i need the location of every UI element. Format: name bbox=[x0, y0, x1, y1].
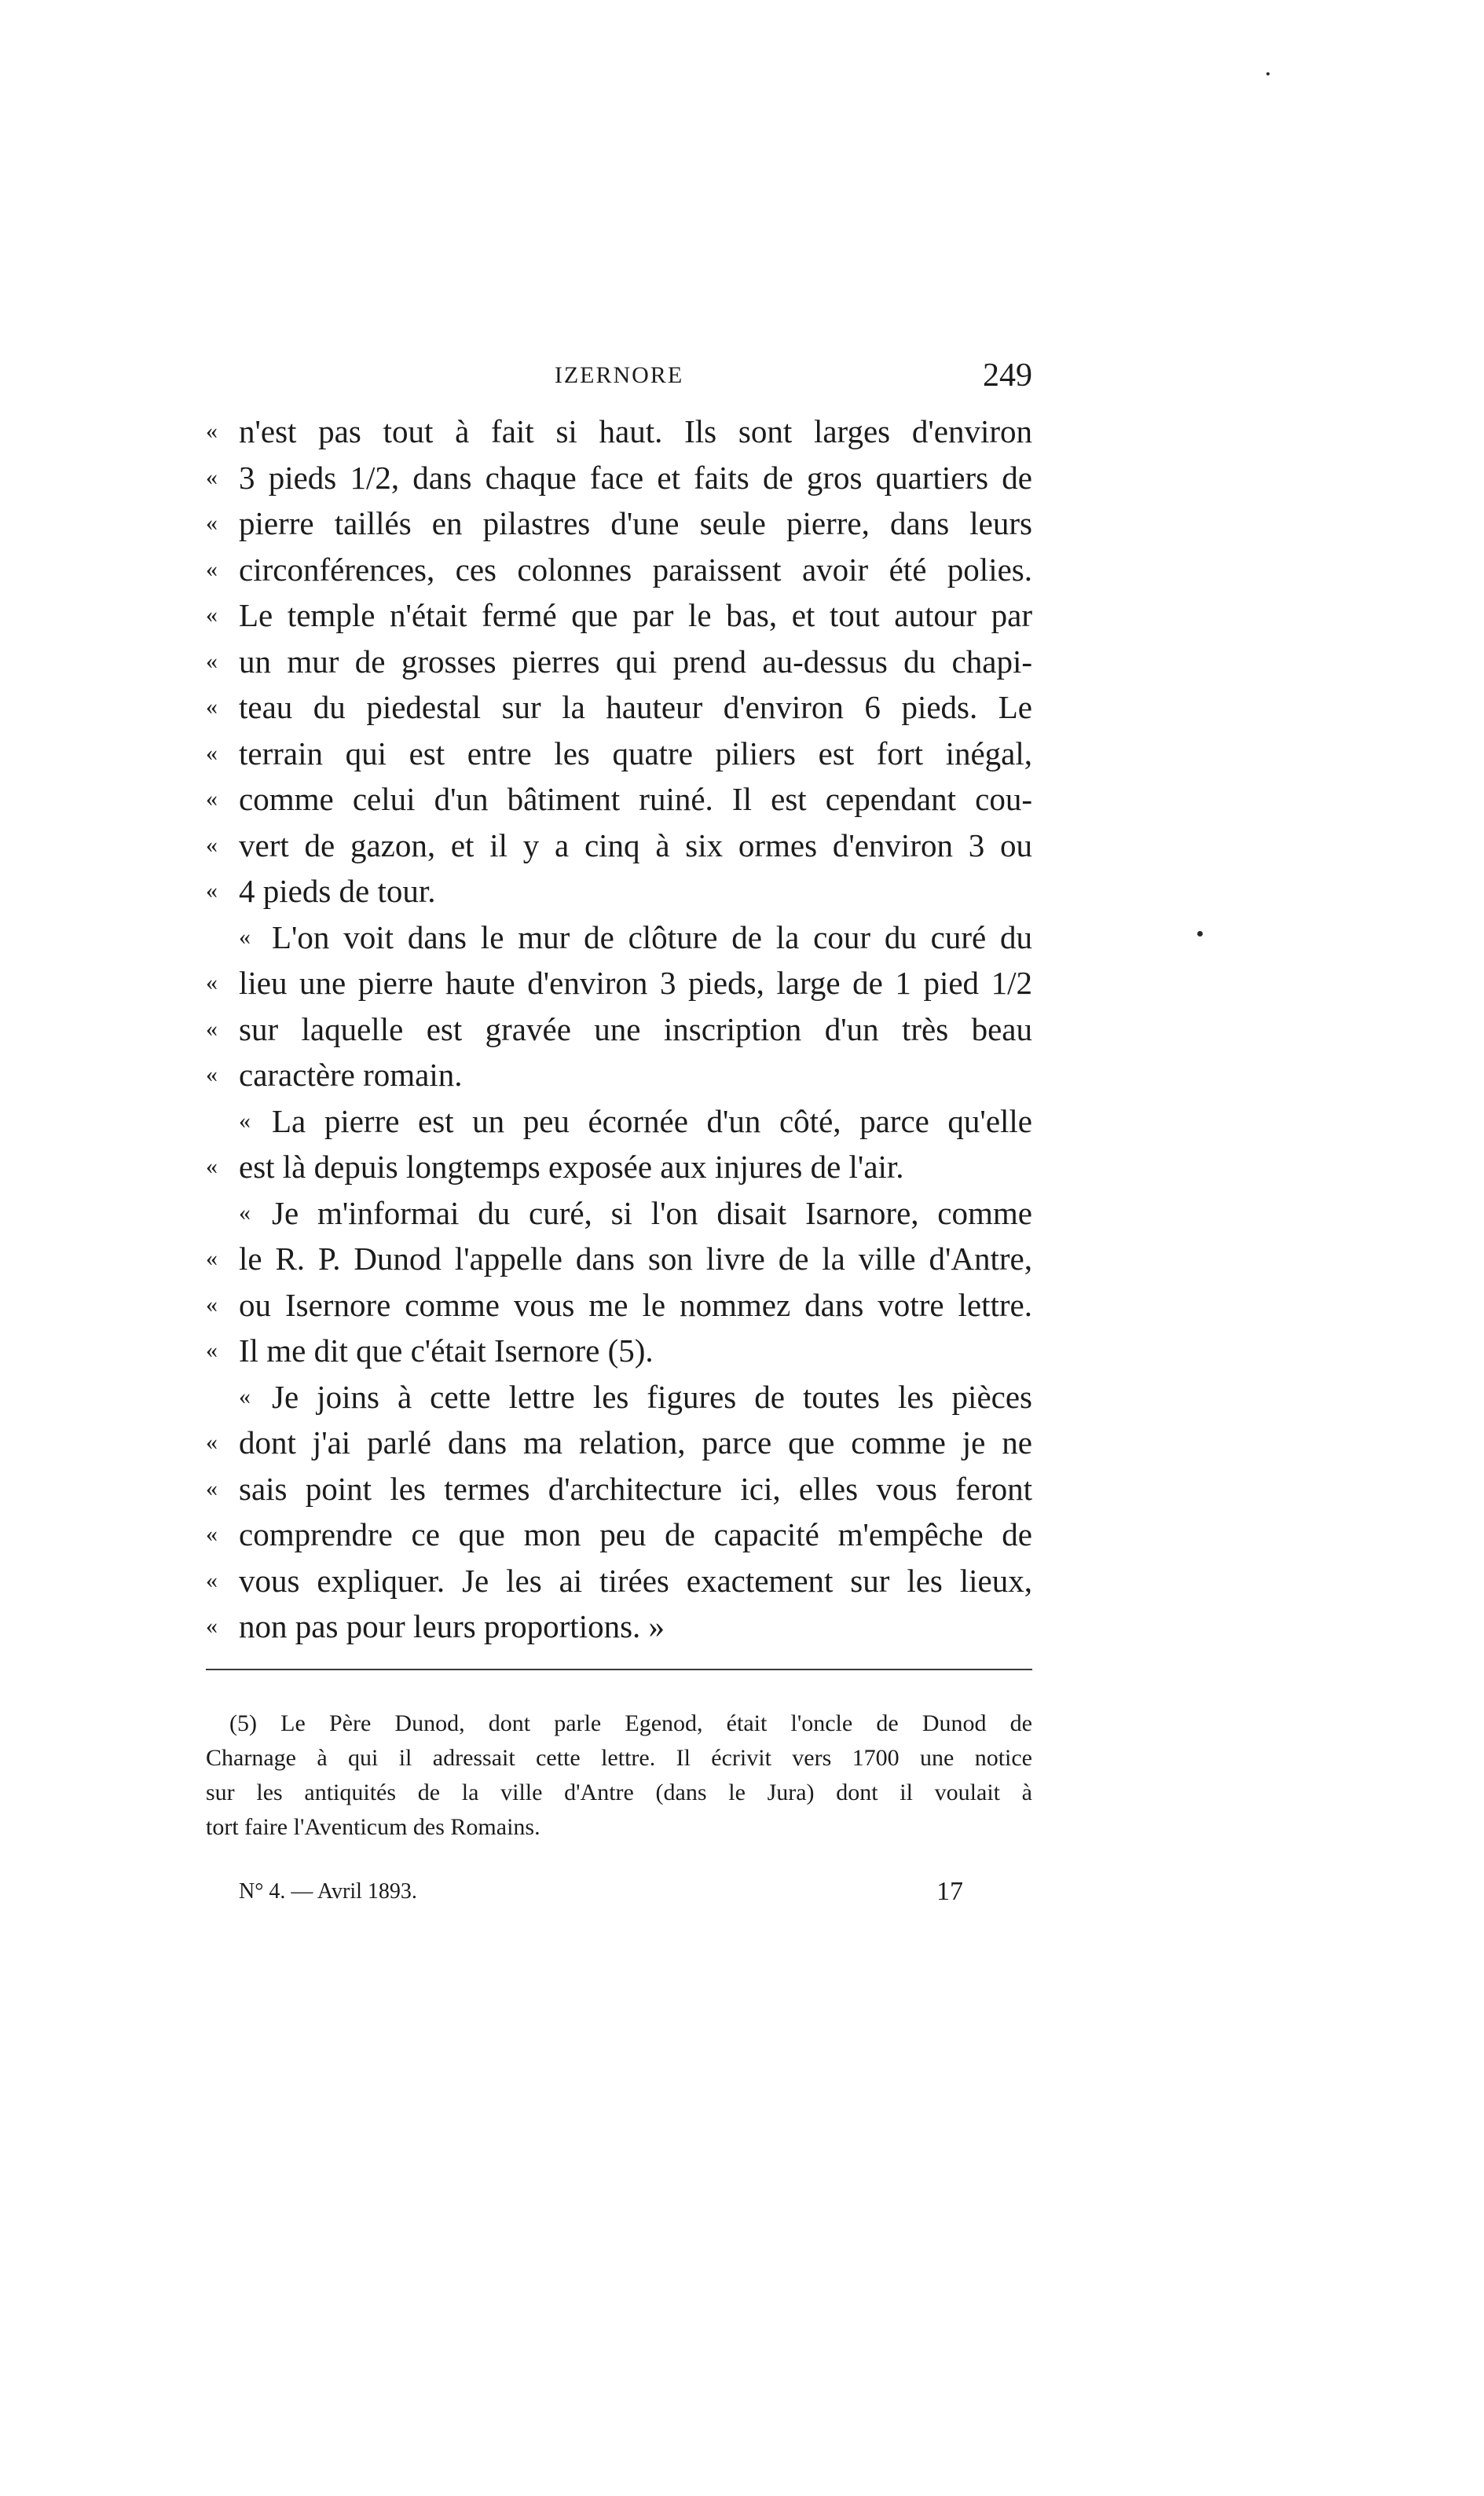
quote-mark: « bbox=[206, 786, 218, 812]
signature-number: 17 bbox=[936, 1877, 963, 1906]
line-text: n'est pas tout à fait si haut. Ils sont larges d'environ bbox=[239, 413, 1032, 449]
quote-mark: « bbox=[206, 1245, 218, 1271]
footnote-line: (5) Le Père Dunod, dont parle Egenod, était l'oncle de Dunod de bbox=[229, 1710, 1032, 1736]
text-line bbox=[206, 960, 1032, 1006]
footnote-line: sur les antiquités de la ville d'Antre (dans le Jura) dont il voulait à bbox=[206, 1779, 1032, 1805]
line-text: sur laquelle est gravée une inscription d'un très beau bbox=[239, 1010, 1032, 1047]
quote-mark: « bbox=[206, 1061, 218, 1087]
line-text: Je m'informai du curé, si l'on disait Isarnore, comme bbox=[272, 1194, 1032, 1231]
quote-mark: « bbox=[206, 1291, 218, 1318]
text-line bbox=[206, 1512, 1032, 1558]
quote-mark: « bbox=[206, 555, 218, 582]
line-text: sais point les termes d'architecture ici, elles vous feront bbox=[239, 1470, 1032, 1507]
running-title: IZERNORE bbox=[554, 362, 684, 388]
line-text: le R. P. Dunod l'appelle dans son livre de la ville d'Antre, bbox=[239, 1241, 1032, 1277]
text-line bbox=[206, 1190, 1032, 1237]
text-line bbox=[206, 1374, 1032, 1420]
quote-mark: « bbox=[206, 1567, 218, 1593]
text-line bbox=[206, 1420, 1032, 1466]
text-line bbox=[206, 455, 1032, 501]
text-line bbox=[206, 776, 1032, 823]
text-line bbox=[206, 592, 1032, 639]
quote-mark: « bbox=[206, 1521, 218, 1547]
text-line bbox=[206, 868, 1032, 914]
line-text: un mur de grosses pierres qui prend au-dessus du chapi- bbox=[239, 643, 1032, 680]
quote-mark: « bbox=[206, 969, 218, 995]
quote-mark: « bbox=[206, 647, 218, 674]
footnote-line: tort faire l'Aventicum des Romains. bbox=[206, 1814, 540, 1840]
text-line bbox=[206, 1098, 1032, 1145]
quote-mark: « bbox=[206, 1613, 218, 1639]
line-text: L'on voit dans le mur de clôture de la cour du curé du bbox=[272, 918, 1032, 955]
line-text: comprendre ce que mon peu de capacité m'empêche de bbox=[239, 1516, 1032, 1552]
line-text: ou Isernore comme vous me le nommez dans votre lettre. bbox=[239, 1286, 1032, 1323]
margin-speck bbox=[1197, 931, 1203, 936]
quote-mark: « bbox=[206, 694, 218, 720]
quote-mark: « bbox=[206, 464, 218, 490]
line-text: vous expliquer. Je les ai tirées exactement sur les lieux, bbox=[239, 1562, 1032, 1599]
text-line bbox=[206, 1466, 1032, 1512]
line-text: Le temple n'était fermé que par le bas, et tout autour par bbox=[239, 597, 1032, 633]
line-text: terrain qui est entre les quatre piliers est fort inégal, bbox=[239, 735, 1032, 772]
quote-mark: « bbox=[206, 418, 218, 444]
line-text: vert de gazon, et il y a cinq à six ormes d'environ 3 ou bbox=[239, 827, 1032, 863]
margin-speck bbox=[1266, 72, 1270, 75]
text-line bbox=[206, 823, 1032, 869]
quote-mark: « bbox=[206, 510, 218, 536]
footnote-divider bbox=[206, 1669, 1032, 1670]
text-line bbox=[206, 914, 1032, 961]
line-text: lieu une pierre haute d'environ 3 pieds, large de 1 pied 1/2 bbox=[239, 965, 1032, 1001]
line-text: Je joins à cette lettre les figures de toutes les pièces bbox=[272, 1378, 1032, 1415]
line-text: dont j'ai parlé dans ma relation, parce que comme je ne bbox=[239, 1424, 1032, 1461]
line-text: Il me dit que c'était Isernore (5). bbox=[239, 1332, 654, 1369]
quote-mark: « bbox=[239, 1383, 251, 1409]
quote-mark: « bbox=[206, 831, 218, 858]
quote-mark: « bbox=[206, 1015, 218, 1042]
line-text: comme celui d'un bâtiment ruiné. Il est cependant cou- bbox=[239, 781, 1032, 817]
body-text bbox=[206, 409, 1032, 1650]
line-text: est là depuis longtemps exposée aux injures de l'air. bbox=[239, 1149, 904, 1185]
text-line bbox=[206, 1236, 1032, 1282]
text-line bbox=[206, 1282, 1032, 1329]
line-text: La pierre est un peu écornée d'un côté, parce qu'elle bbox=[272, 1102, 1032, 1139]
line-text: caractère romain. bbox=[239, 1057, 463, 1093]
quote-mark: « bbox=[206, 602, 218, 628]
text-line bbox=[206, 1144, 1032, 1190]
printer-signature bbox=[206, 1875, 1032, 1909]
text-line bbox=[206, 500, 1032, 547]
text-line bbox=[206, 684, 1032, 731]
footnote bbox=[206, 1706, 1032, 1845]
line-text: non pas pour leurs proportions. » bbox=[239, 1608, 665, 1644]
text-line bbox=[206, 1604, 1032, 1650]
text-line bbox=[206, 1006, 1032, 1053]
line-text: pierre taillés en pilastres d'une seule pierre, dans leurs bbox=[239, 505, 1032, 541]
text-line bbox=[206, 731, 1032, 777]
quote-mark: « bbox=[206, 1475, 218, 1501]
quote-mark: « bbox=[206, 1153, 218, 1179]
line-text: 3 pieds 1/2, dans chaque face et faits de gros quartiers de bbox=[239, 459, 1032, 496]
text-line bbox=[206, 409, 1032, 455]
footnote-line: Charnage à qui il adressait cette lettre. Il écrivit vers 1700 une notice bbox=[206, 1745, 1032, 1771]
page-header bbox=[206, 352, 1032, 399]
quote-mark: « bbox=[206, 739, 218, 766]
page-number: 249 bbox=[983, 357, 1032, 394]
quote-mark: « bbox=[239, 1107, 251, 1134]
text-line bbox=[206, 1052, 1032, 1098]
line-text: circonférences, ces colonnes paraissent avoir été polies. bbox=[239, 551, 1032, 588]
quote-mark: « bbox=[239, 923, 251, 950]
text-line bbox=[206, 639, 1032, 685]
quote-mark: « bbox=[206, 1337, 218, 1363]
text-line bbox=[206, 1558, 1032, 1604]
text-line bbox=[206, 547, 1032, 593]
quote-mark: « bbox=[239, 1199, 251, 1226]
text-line bbox=[206, 1328, 1032, 1374]
line-text: teau du piedestal sur la hauteur d'environ 6 pieds. Le bbox=[239, 689, 1032, 725]
line-text: 4 pieds de tour. bbox=[239, 873, 436, 909]
quote-mark: « bbox=[206, 878, 218, 903]
issue-mark: N° 4. — Avril 1893. bbox=[239, 1879, 417, 1904]
quote-mark: « bbox=[206, 1429, 218, 1455]
